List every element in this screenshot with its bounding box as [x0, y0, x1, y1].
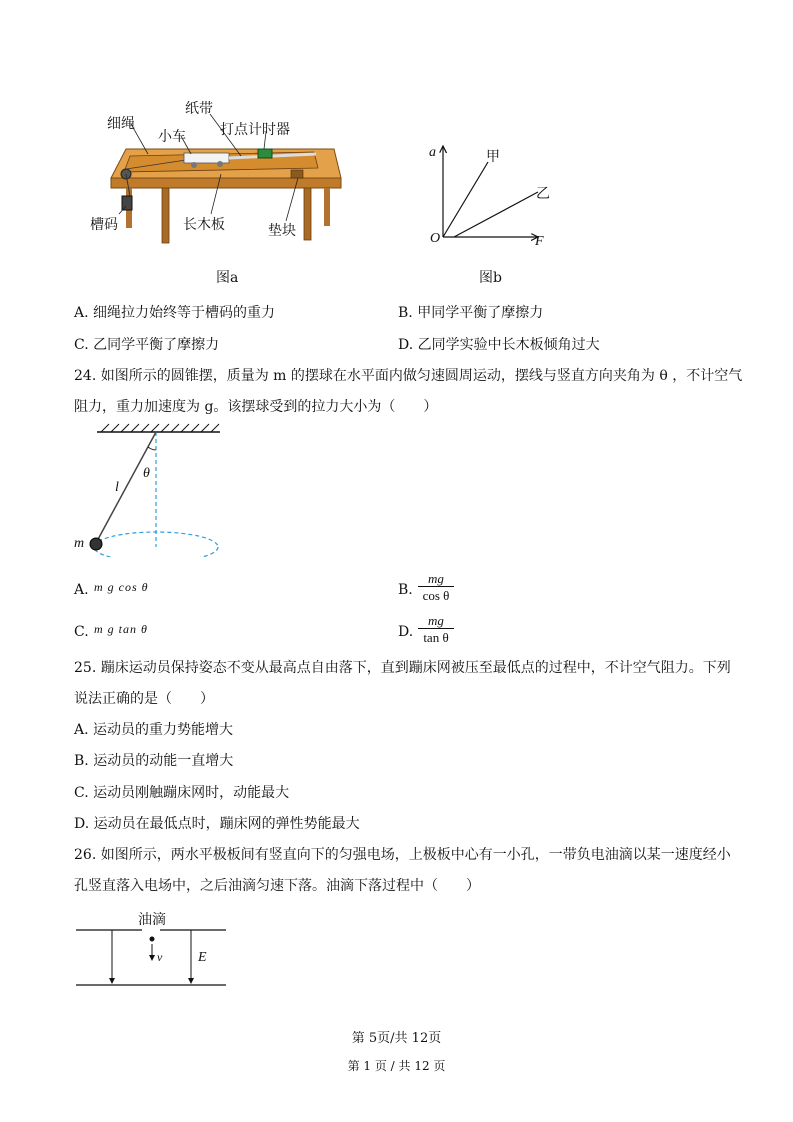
q24-stem-line2: 阻力，重力加速度为 g。该摆球受到的拉力大小为（ ）	[74, 399, 438, 415]
axis-f-label: F	[535, 234, 544, 249]
angle-arc	[148, 447, 156, 450]
page-number-original: 第 5页/共 12页	[351, 1031, 442, 1046]
q24-option-b-fraction	[418, 572, 454, 603]
q25-option-d: D. 运动员在最低点时，蹦床网的弹性势能最大	[74, 816, 360, 832]
q25-stem-line2: 说法正确的是（ ）	[74, 691, 214, 707]
q25-stem-line1: 25. 蹦床运动员保持姿态不变从最高点自由落下，直到蹦床网被压至最低点的过程中，不计空气阻力。下列	[74, 660, 731, 676]
axis-a-label: a	[429, 145, 436, 160]
origin-label: O	[430, 231, 441, 246]
q24-option-d-fraction	[418, 614, 454, 645]
capacitor-field-figure	[74, 922, 234, 992]
label-cart: 小车	[158, 129, 186, 145]
q24-option-d-label: D.	[398, 624, 414, 640]
conical-pendulum-figure	[80, 422, 230, 557]
q23-option-c: C. 乙同学平衡了摩擦力	[74, 337, 220, 353]
q26-stem-line2: 孔竖直落入电场中，之后油滴匀速下落。油滴下落过程中（ ）	[74, 878, 480, 894]
line-jia	[443, 162, 488, 237]
q24-option-c-label: C.	[74, 624, 89, 640]
pendulum-ball	[90, 538, 102, 550]
oil-drop-label: 油滴	[138, 912, 166, 928]
q24-option-b-denominator: cos θ	[418, 586, 454, 603]
q24-option-a-label: A.	[74, 582, 89, 598]
label-rope: 细绳	[107, 116, 135, 132]
q23-option-a: A. 细绳拉力始终等于槽码的重力	[74, 305, 276, 321]
pad-block	[291, 170, 303, 178]
timer	[258, 149, 272, 158]
q25-option-b: B. 运动员的动能一直增大	[74, 753, 234, 769]
q26-stem-line1: 26. 如图所示，两水平极板间有竖直向下的匀强电场，上极板中心有一小孔，一带负电油滴以某一速度经小	[74, 847, 731, 863]
q23-option-b: B. 甲同学平衡了摩擦力	[398, 305, 544, 321]
oil-drop	[150, 937, 155, 942]
page-number-total: 第 1 页 / 共 12 页	[347, 1059, 446, 1073]
line-yi-label: 乙	[536, 186, 550, 202]
label-paper-tape: 纸带	[185, 101, 213, 117]
q24-option-d-denominator: tan θ	[418, 628, 454, 645]
q24-stem-line1: 24. 如图所示的圆锥摆，质量为 m 的摆球在水平面内做匀速圆周运动，摆线与竖直方向夹角为 θ ，不计空气	[74, 368, 743, 384]
q24-option-d-numerator: mg	[428, 613, 444, 628]
figure-a-caption: 图a	[216, 270, 239, 286]
q25-option-a: A. 运动员的重力势能增大	[74, 722, 234, 738]
velocity-label: v	[157, 950, 163, 964]
label-timer: 打点计时器	[220, 122, 290, 138]
label-weights: 槽码	[90, 217, 118, 233]
q24-option-c-expr: m g tan θ	[94, 622, 148, 636]
q25-option-c: C. 运动员刚触蹦床网时，动能最大	[74, 785, 290, 801]
line-jia-label: 甲	[486, 149, 500, 165]
length-label: l	[115, 480, 119, 495]
theta-label: θ	[143, 466, 150, 481]
q23-option-d: D. 乙同学实验中长木板倾角过大	[398, 337, 600, 353]
table-edge	[111, 178, 341, 188]
pendulum-string	[96, 432, 156, 543]
label-pad: 垫块	[268, 223, 296, 239]
field-label: E	[198, 950, 207, 965]
figure-b-caption: 图b	[479, 270, 502, 286]
q24-option-a-expr: m g cos θ	[94, 580, 149, 594]
cart	[184, 153, 229, 163]
q24-option-b-numerator: mg	[428, 571, 444, 586]
label-board: 长木板	[183, 217, 225, 233]
weights	[122, 196, 132, 210]
mass-label: m	[74, 536, 85, 551]
q24-option-b-label: B.	[398, 582, 413, 598]
